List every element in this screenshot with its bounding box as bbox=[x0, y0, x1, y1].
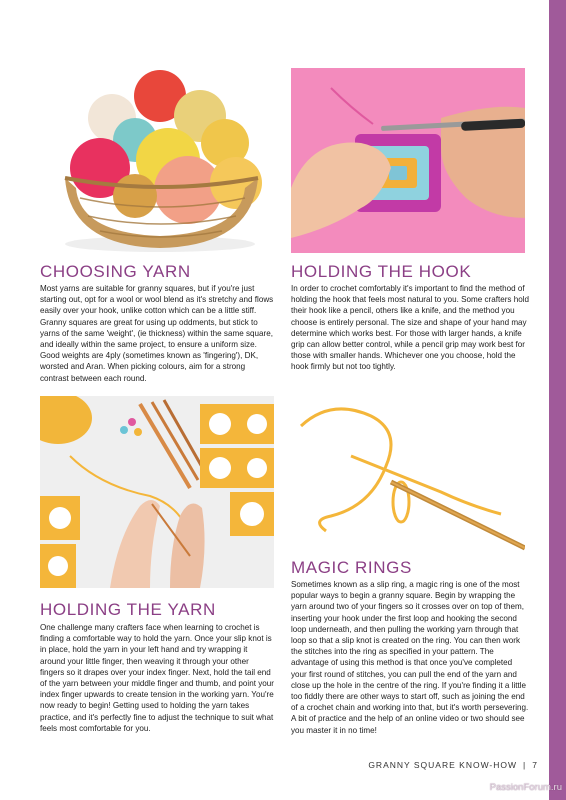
yarn-basket-photo bbox=[40, 68, 274, 253]
footer-separator: | bbox=[523, 760, 527, 770]
magic-rings-heading: MAGIC RINGS bbox=[291, 558, 412, 577]
hand-holding-hook-photo bbox=[291, 68, 525, 253]
holding-hook-heading: HOLDING THE HOOK bbox=[291, 262, 472, 281]
choosing-yarn-body: Most yarns are suitable for granny squares, but if you're just starting out, opt for a wool or wool blend as it's stretchy and flows easily over your hook, unlike cotton which can be a little stiff. Granny squares are great for using up oddments, but stick to yarns of the same 'weight', (ie thickness) within the same square, and ideally within the same project, to ensure a uniform size. Good weights are 4ply (sometimes known as 'fingering'), DK, worsted and Aran. When picking colours, aim for a strong contrast between each round. bbox=[40, 284, 274, 383]
holding-yarn-body: One challenge many crafters face when learning to crochet is finding a comfortable way to hold the yarn. Once your slip knot is in place, hold the yarn in your left hand and try wrapping it around your little finger, then weaving it through your other fingers so it drapes over your index finger. Next, hold the tail end of the yarn between your middle finger and thumb, and point your index finger upwards to create tension in the working yarn. You're now ready to begin! Getting used to holding the yarn takes practice, and it's perfectly fine to adjust the technique to suit what feels most comfortable for you. bbox=[40, 623, 274, 733]
purple-edge-strip bbox=[549, 0, 566, 800]
magic-ring-photo bbox=[291, 396, 525, 554]
choosing-yarn-heading: CHOOSING YARN bbox=[40, 262, 191, 281]
hands-holding-yarn-photo bbox=[40, 396, 274, 588]
watermark: PassionForum.ru bbox=[489, 782, 562, 793]
magic-rings-body: Sometimes known as a slip ring, a magic ring is one of the most popular ways to begin a granny square. Begin by wrapping the yarn around two of your fingers so it crosses over on top of them, inserting your hook under the first loop and hooking the second loop underneath, and then pulling the working yarn through that loop so that a slip knot is created on the ring. You can then work the stitches into the ring as specified in your pattern. The advantage of using this method is that once you've completed your first round of stitches, you can pull the end of the yarn and close up the hole in the centre of the ring. If you're finding it a little too fiddly there are other ways to start off, such as joining the end of a crochet chain and working into that, but it's worth persevering. A bit of practice and the help of an online video or two should see you master it in no time! bbox=[291, 580, 529, 735]
footer-title: GRANNY SQUARE KNOW-HOW bbox=[368, 760, 518, 770]
holding-yarn-heading: HOLDING THE YARN bbox=[40, 600, 216, 619]
holding-hook-body: In order to crochet comfortably it's important to find the method of holding the hook that feels most natural to you. Some crafters hold their hook like a pencil, others like a knife, and the method you choose is entirely personal. The size and shape of your hand may determine which works best. For those with larger hands, a knife grip can allow better control, while a pencil grip may work best for those with smaller hands. Whichever one you choose, hold the hook firmly but not too tightly. bbox=[291, 284, 530, 372]
page-footer bbox=[368, 760, 538, 770]
page-number: 7 bbox=[532, 760, 538, 770]
